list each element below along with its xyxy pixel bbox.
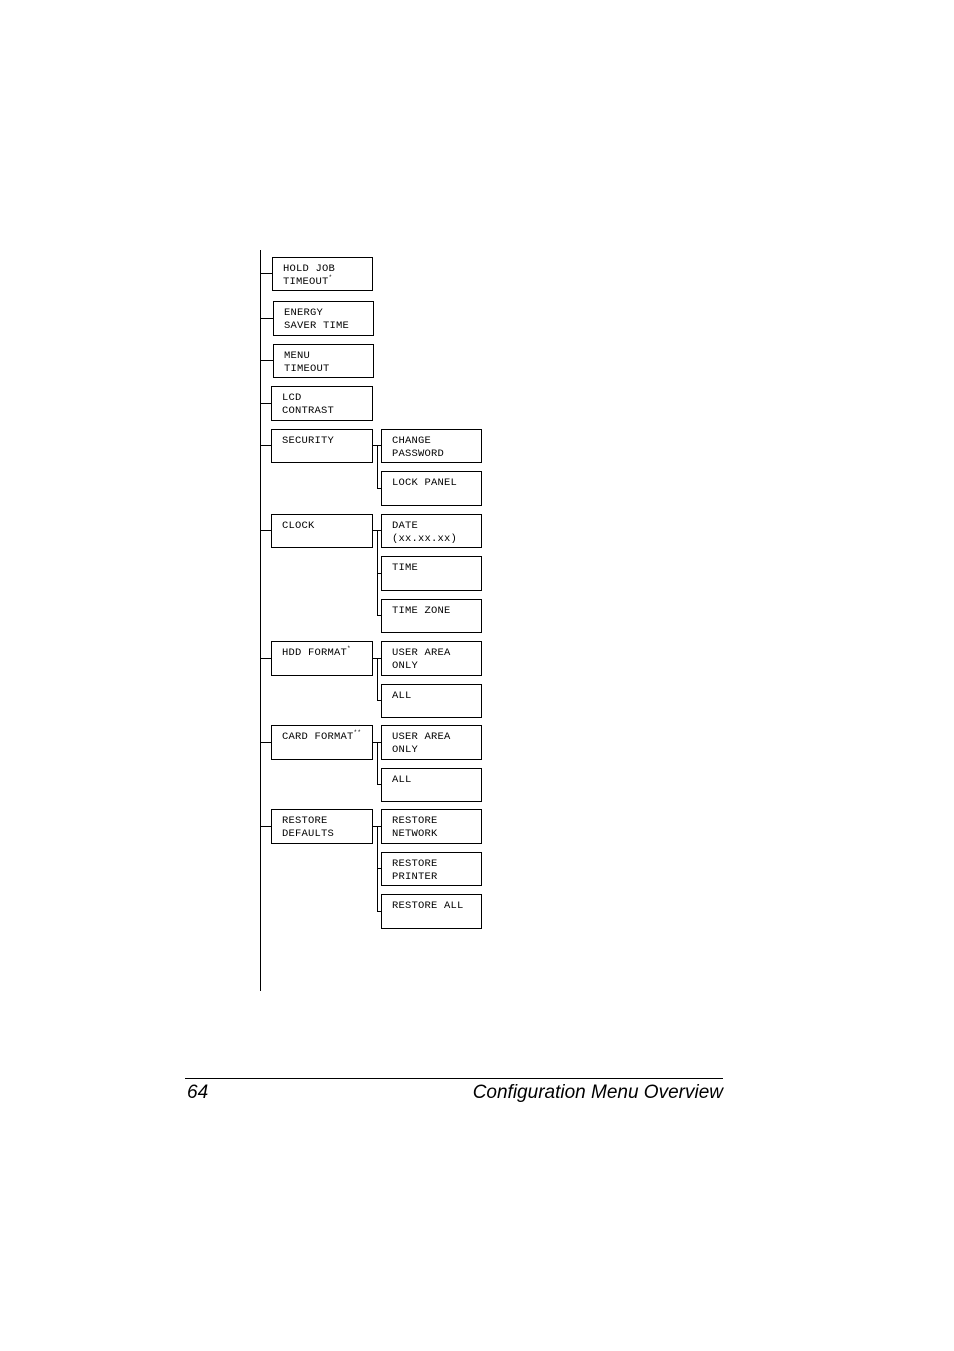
label: DATE	[392, 520, 419, 532]
label: RESTORE	[392, 815, 438, 827]
menu-item-hdd-format[interactable]	[271, 641, 373, 676]
label: ALL	[392, 774, 412, 786]
label: ONLY	[392, 744, 419, 756]
branch-line	[377, 658, 378, 701]
footer-divider	[185, 1078, 723, 1079]
label: LOCK PANEL	[392, 477, 458, 489]
label: ENERGY	[284, 307, 324, 319]
label: (xx.xx.xx)	[392, 533, 458, 545]
menu-item-clock[interactable]	[271, 514, 373, 548]
label: TIME ZONE	[392, 605, 451, 617]
footnote-mark: **	[353, 729, 362, 736]
footnote-mark: *	[347, 645, 351, 652]
label: CONTRAST	[282, 405, 335, 417]
connector	[260, 530, 271, 531]
submenu-item-restore-all[interactable]	[381, 894, 482, 929]
submenu-item-time[interactable]	[381, 556, 482, 591]
label: MENU	[284, 350, 311, 362]
submenu-item-restore-printer[interactable]	[381, 852, 482, 886]
label: RESTORE ALL	[392, 900, 464, 912]
submenu-item-lock-panel[interactable]	[381, 471, 482, 506]
label: SAVER TIME	[284, 320, 350, 332]
label: USER AREA	[392, 731, 451, 743]
submenu-item-hdd-all[interactable]	[381, 684, 482, 718]
connector	[260, 273, 272, 274]
connector	[260, 658, 271, 659]
label: TIME	[392, 562, 419, 574]
label: DEFAULTS	[282, 828, 335, 840]
menu-item-hold-job-timeout[interactable]	[272, 257, 373, 291]
tree-trunk-line	[260, 250, 261, 991]
label: CARD FORMAT**	[282, 729, 362, 743]
label: TIMEOUT	[284, 363, 330, 375]
menu-item-security[interactable]	[271, 429, 373, 463]
label: TIMEOUT*	[283, 274, 333, 288]
label: HOLD JOB	[283, 263, 336, 275]
label: USER AREA	[392, 647, 451, 659]
page-footer-title: Configuration Menu Overview	[472, 1082, 723, 1103]
submenu-item-change-password[interactable]	[381, 429, 482, 463]
label: HDD FORMAT*	[282, 645, 351, 659]
label: PASSWORD	[392, 448, 445, 460]
connector	[260, 826, 271, 827]
page-number: 64	[187, 1082, 209, 1103]
submenu-item-hdd-user-area-only[interactable]	[381, 641, 482, 676]
label: LCD	[282, 392, 302, 404]
submenu-item-card-all[interactable]	[381, 768, 482, 802]
menu-item-card-format[interactable]	[271, 725, 373, 760]
menu-item-menu-timeout[interactable]	[273, 344, 374, 378]
branch-line	[377, 826, 378, 912]
footnote-mark: *	[328, 274, 333, 281]
submenu-item-restore-network[interactable]	[381, 809, 482, 844]
label: SECURITY	[282, 435, 335, 447]
label: ALL	[392, 690, 412, 702]
connector	[260, 360, 273, 361]
menu-item-energy-saver-time[interactable]	[273, 301, 374, 336]
label: RESTORE	[282, 815, 328, 827]
submenu-item-date[interactable]	[381, 514, 482, 548]
menu-item-lcd-contrast[interactable]	[271, 386, 373, 421]
branch-line	[377, 742, 378, 785]
label: CLOCK	[282, 520, 315, 532]
label: RESTORE	[392, 858, 438, 870]
submenu-item-time-zone[interactable]	[381, 599, 482, 633]
connector	[260, 318, 273, 319]
branch-line	[377, 445, 378, 489]
connector	[260, 403, 271, 404]
label: ONLY	[392, 660, 419, 672]
submenu-item-card-user-area-only[interactable]	[381, 725, 482, 760]
menu-item-restore-defaults[interactable]	[271, 809, 373, 844]
label: PRINTER	[392, 871, 438, 883]
connector	[260, 445, 271, 446]
label: CHANGE	[392, 435, 432, 447]
label: NETWORK	[392, 828, 438, 840]
connector	[260, 742, 271, 743]
